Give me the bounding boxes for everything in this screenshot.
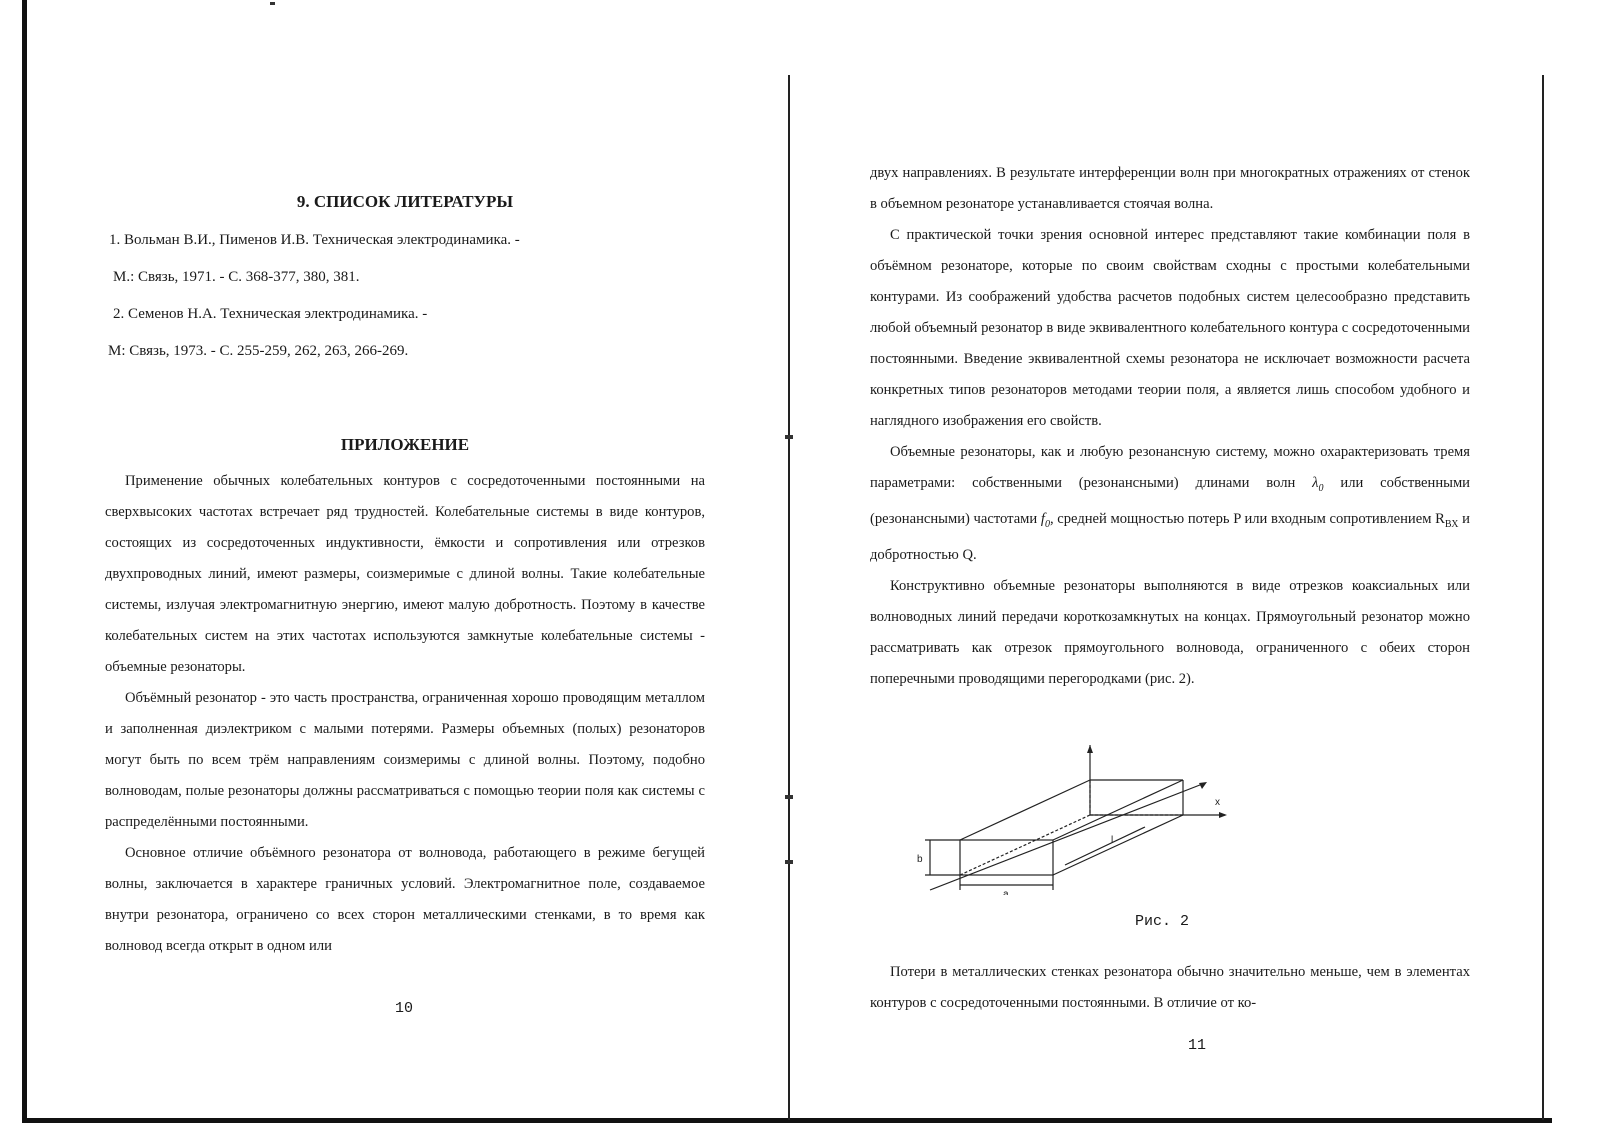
lambda-symbol (1312, 475, 1324, 494)
paragraph-text: , средней мощностью потерь P или входным сопротивлением R (1049, 510, 1445, 527)
paragraph (870, 437, 1470, 571)
scan-left-border (22, 0, 27, 1123)
y-axis-arrow (1087, 745, 1093, 753)
scan-speck (785, 795, 793, 799)
x-axis-arrow (1219, 812, 1227, 818)
label-x: x (1215, 797, 1220, 808)
f-glyph: f (1040, 510, 1045, 527)
bibliography-entry: М: Связь, 1973. - С. 255-259, 262, 263, 266-269. (108, 343, 409, 359)
right-page-body (870, 158, 1470, 695)
label-l: l (1111, 835, 1114, 846)
paragraph-text: или собственными (резонансными) частотами (870, 475, 1470, 527)
bibliography-entry: 1. Вольман В.И., Пименов И.В. Техническая электродинамика. - (109, 232, 520, 248)
paragraph-text: Объемные резонаторы, как и любую резонансную систему, можно охарактеризовать тремя параметрами: собственными (резонансными) длинами волн (870, 444, 1470, 491)
paragraph: С практической точки зрения основной интерес представляют такие комбинации поля в объёмном резонаторе, которые по своим свойствам сходны с простыми колебательными контурами. Из соображений удобства расчетов подобных систем целесообразно представить любой объемный резонатор в виде эквивалентного колебательного контура с сосредоточенными постоянными. Введение эквивалентной схемы резонатора не исключает возможности расчета конкретных типов резонаторов методами теории поля, а является лишь способом удобного и наглядного изображения его свойств. (870, 227, 1470, 429)
paragraph: двух направлениях. В результате интерференции волн при многократных отражениях от стенок в объемном резонаторе устанавливается стоячая волна. (870, 165, 1470, 212)
resonator-edge (1053, 780, 1183, 840)
paragraph: Конструктивно объемные резонаторы выполняются в виде отрезков коаксиальных или волноводных линий передачи короткозамкнутых на концах. Прямоугольный резонатор можно рассматривать как отрезок прямоугольного волновода, ограниченного с обеих сторон поперечными проводящими перегородками (рис. 2). (870, 577, 1470, 687)
lambda-glyph: λ (1312, 475, 1319, 491)
right-page-body-end (870, 957, 1470, 1019)
label-b: b (917, 854, 923, 865)
scan-speck (785, 860, 793, 864)
resonator-front-face (960, 840, 1053, 875)
paragraph: Потери в металлических стенках резонатора обычно значительно меньше, чем в элементах контуров с сосредоточенными постоянными. В отличие от ко- (870, 964, 1470, 1011)
scan-speck (785, 435, 793, 439)
bibliography-list (105, 222, 705, 370)
scan-speck (270, 2, 275, 5)
paragraph: Объёмный резонатор - это часть пространства, ограниченная хорошо проводящим металлом и заполненная диэлектриком с малыми потерями. Размеры объемных (полых) резонаторов могут быть по всем трём направлениям соизмеримы с длиной волны. Поэтому, подобно волноводам, полые резонаторы должны рассматриваться с помощью теории поля как системы с распределёнными постоянными. (105, 690, 705, 830)
paragraph: Основное отличие объёмного резонатора от волновода, работающего в режиме бегущей волны, заключается в характере граничных условий. Электромагнитное поле, создаваемое внутри резонатора, ограничено со всех сторон металлическими стенками, в то время как волновод всегда открыт в одном или (105, 845, 705, 954)
scan-bottom-border (22, 1118, 1552, 1123)
f-subscript: 0 (1044, 518, 1050, 530)
scan-right-border (1542, 75, 1544, 1120)
left-page-body (105, 466, 705, 962)
resonator-hidden-edge (960, 815, 1090, 875)
page-number: 11 (1188, 1037, 1207, 1054)
z-axis (930, 783, 1205, 890)
resonator-edge (960, 780, 1090, 840)
resonator-figure (905, 745, 1265, 900)
lambda-subscript: 0 (1318, 482, 1324, 494)
bibliography-entry: 2. Семенов Н.А. Техническая электродинамика. - (113, 306, 428, 322)
frequency-symbol (1040, 510, 1050, 530)
label-a: a (1003, 889, 1009, 895)
page-number: 10 (395, 1000, 414, 1017)
figure-caption: Рис. 2 (1135, 913, 1190, 930)
bibliography-title: 9. СПИСОК ЛИТЕРАТУРЫ (296, 192, 514, 211)
paragraph-text: и добротностью Q. (870, 510, 1470, 563)
book-spine-divider (788, 75, 790, 1120)
paragraph: Применение обычных колебательных контуров с сосредоточенными постоянными на сверхвысоких частотах встречает ряд трудностей. Колебательные системы в виде контуров, состоящих из сосредоточенных индуктивности, ёмкости и сопротивления или отрезков двухпроводных линий, имеют размеры, соизмеримые с длиной волны. Такие колебательные системы, излучая электромагнитную энергию, имеют малую добротность. Поэтому в качестве колебательных систем на этих частотах используются замкнутые колебательные системы - объемные резонаторы. (105, 473, 705, 675)
r-subscript: ВХ (1444, 518, 1459, 530)
resonator-diagram (905, 745, 1265, 895)
appendix-title: ПРИЛОЖЕНИЕ (340, 435, 470, 454)
bibliography-entry: М.: Связь, 1971. - С. 368-377, 380, 381. (113, 269, 360, 285)
resonator-edge (1053, 815, 1183, 875)
